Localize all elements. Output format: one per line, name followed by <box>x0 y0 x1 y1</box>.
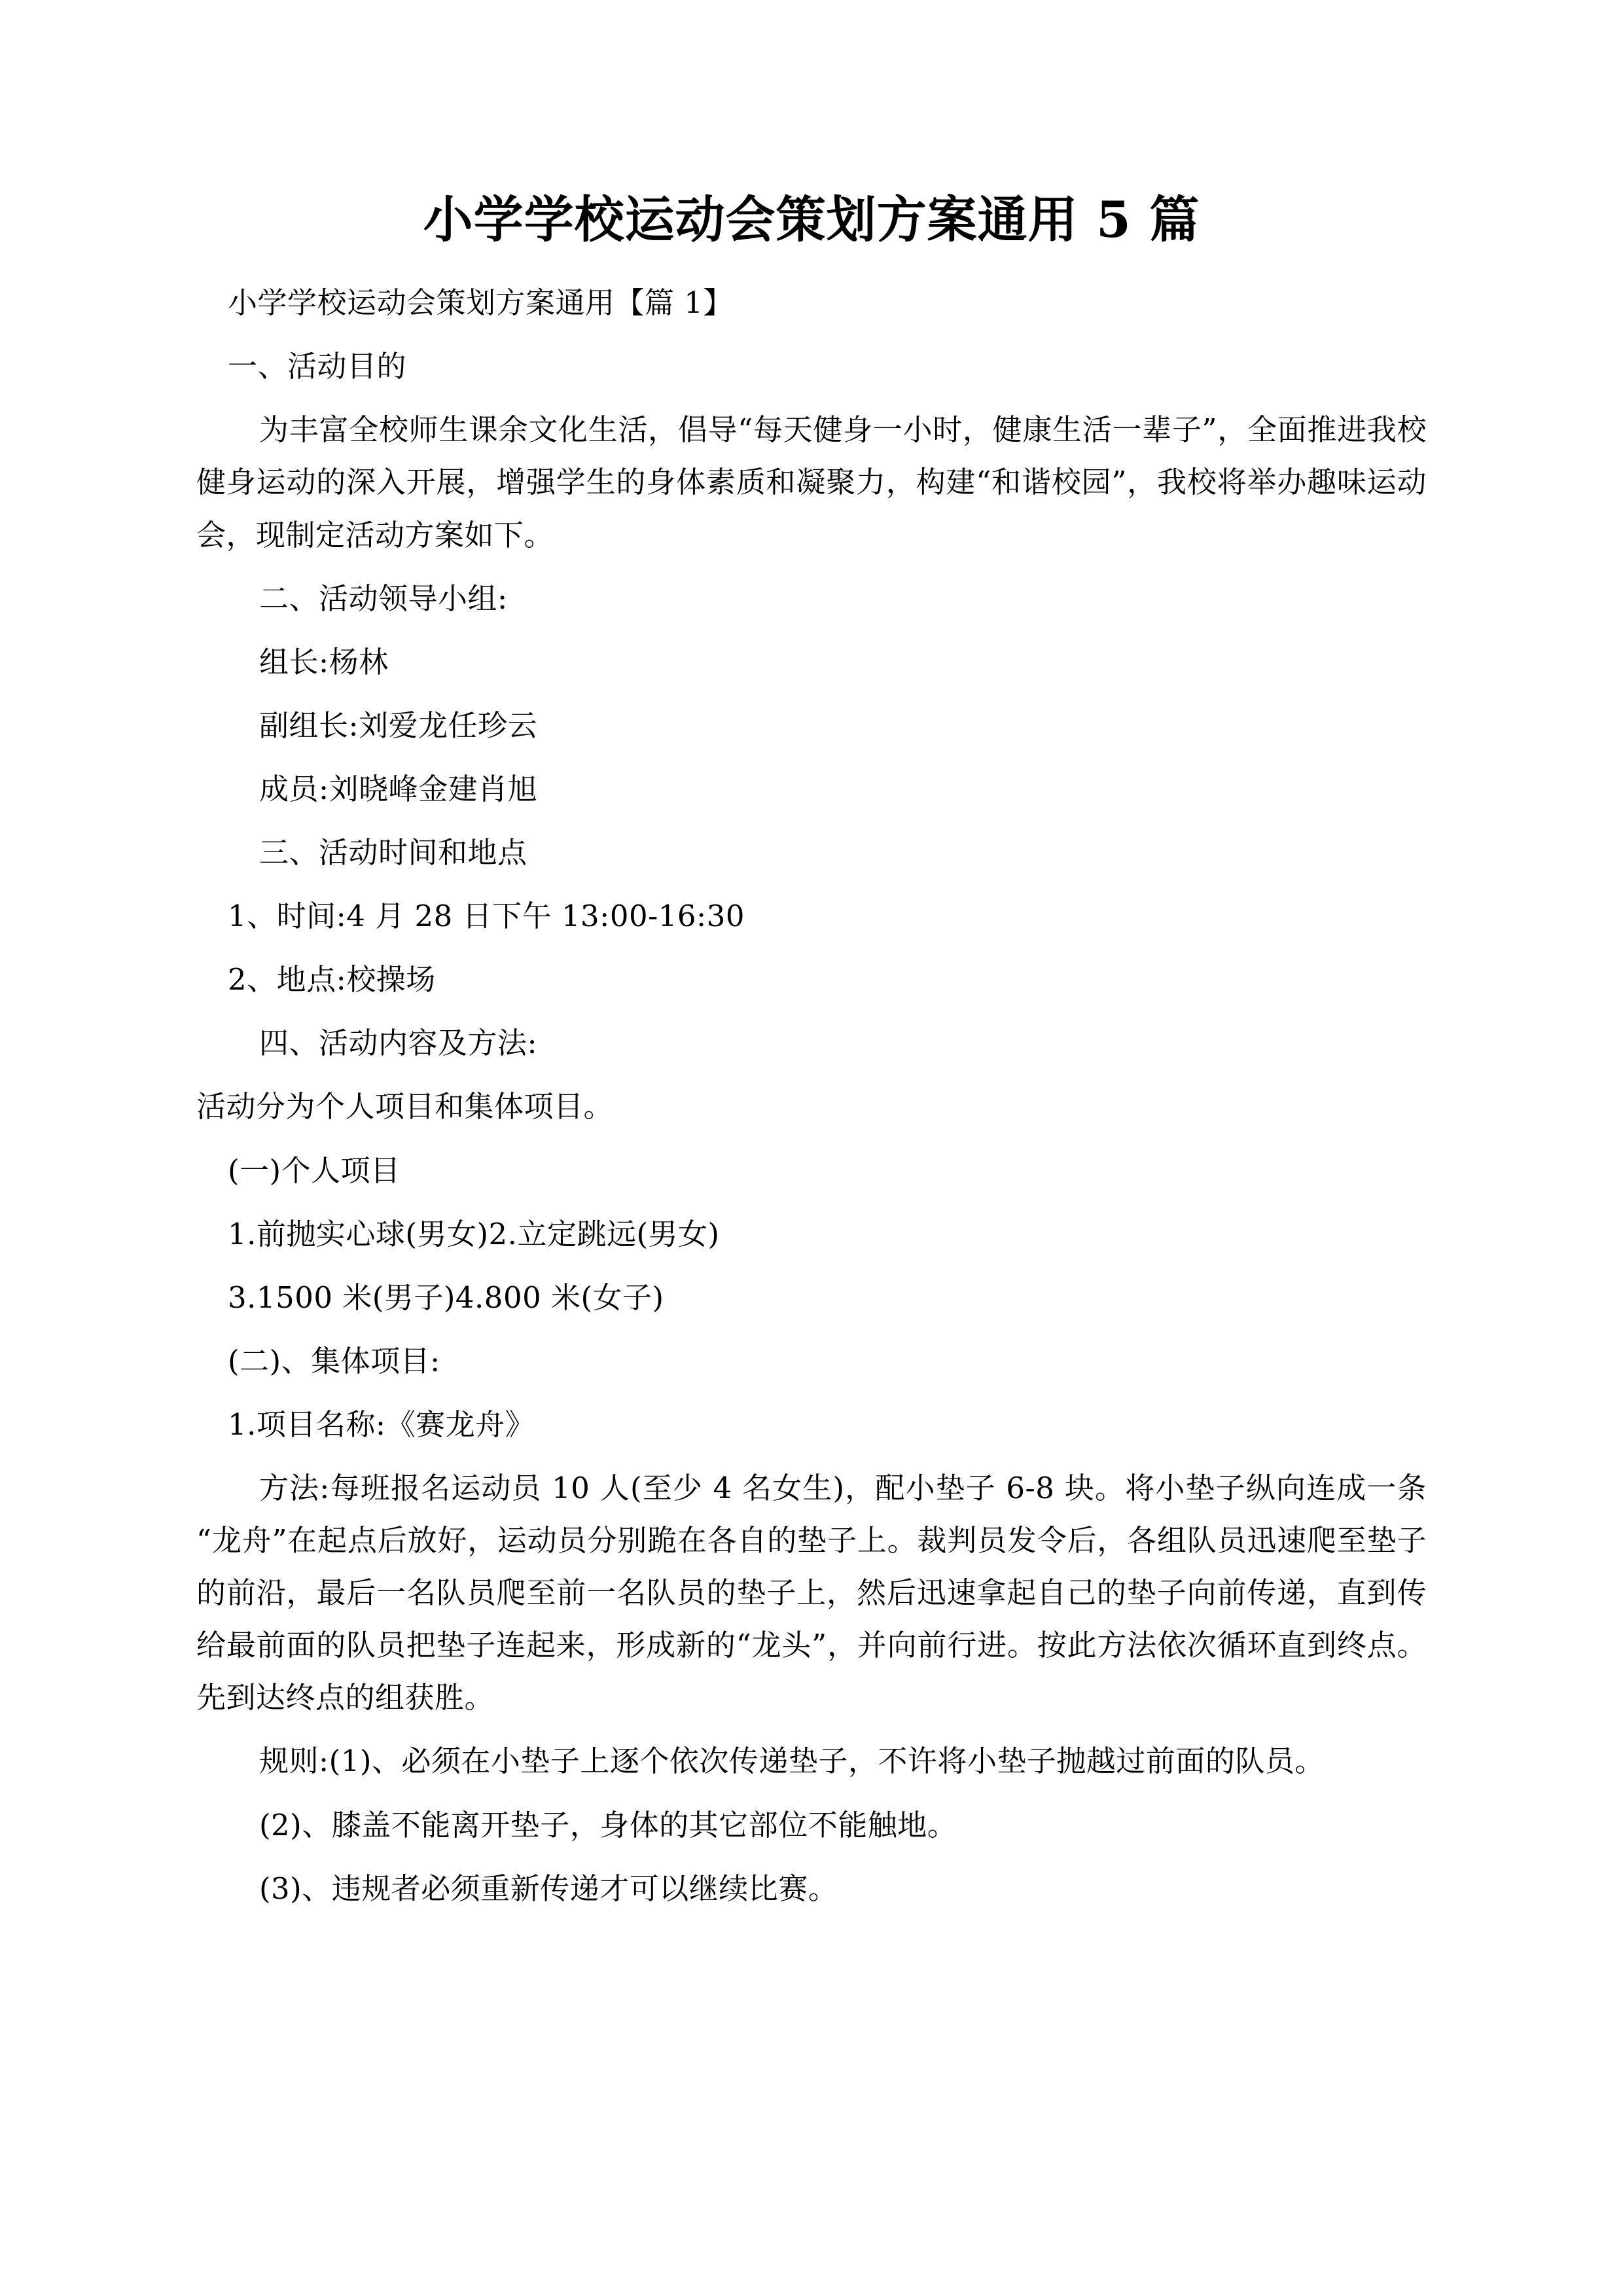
paragraph: 四、活动内容及方法: <box>259 1026 538 1061</box>
paragraph: 活动分为个人项目和集体项目。 <box>196 1089 614 1124</box>
page-title: 小学学校运动会策划方案通用 5 篇 <box>423 190 1200 249</box>
paragraph: 方法:每班报名运动员 10 人(至少 4 名女生)，配小垫子 6-8 块。将小垫子纵向连成一条“龙舟”在起点后放好，运动员分别跪在各自的垫子上。裁判员发令后，各组队员迅速爬至垫子的前沿，最后一名队员爬至前一名队员的垫子上，然后迅速拿起自己的垫子向前传递，直到传给最前面的队员把垫子连起来，形成新的“龙头”，并向前行进。按此方法依次循环直到终点。先到达终点的组获胜。 <box>196 1470 1427 1715</box>
paragraph: (2)、膝盖不能离开垫子，身体的其它部位不能触地。 <box>259 1807 957 1842</box>
paragraph: 1.前抛实心球(男女)2.立定跳远(男女) <box>228 1216 720 1251</box>
paragraph: 3.1500 米(男子)4.800 米(女子) <box>228 1280 664 1315</box>
paragraph: 2、地点:校操场 <box>228 962 436 997</box>
paragraph: (二)、集体项目: <box>228 1343 440 1378</box>
paragraph: 副组长:刘爱龙任珍云 <box>259 708 538 743</box>
paragraph: 1、时间:4 月 28 日下午 13:00-16:30 <box>228 899 745 934</box>
paragraph: 为丰富全校师生课余文化生活，倡导“每天健身一小时，健康生活一辈子”，全面推进我校健身运动的深入开展，增强学生的身体素质和凝聚力，构建“和谐校园”，我校将举办趣味运动会，现制定活动方案如下。 <box>196 412 1427 552</box>
paragraph: 二、活动领导小组: <box>259 581 508 616</box>
paragraph: 组长:杨林 <box>259 644 389 679</box>
paragraph: (一)个人项目 <box>228 1153 401 1188</box>
paragraph: 1.项目名称:《赛龙舟》 <box>228 1407 535 1442</box>
paragraph: 规则:(1)、必须在小垫子上逐个依次传递垫子，不许将小垫子抛越过前面的队员。 <box>259 1744 1325 1779</box>
document-body <box>196 277 1427 1915</box>
paragraph: 成员:刘晓峰金建肖旭 <box>259 771 538 806</box>
paragraph: (3)、违规者必须重新传递才可以继续比赛。 <box>259 1871 838 1906</box>
paragraph: 一、活动目的 <box>228 349 407 384</box>
paragraph: 小学学校运动会策划方案通用【篇 1】 <box>228 285 733 321</box>
paragraph: 三、活动时间和地点 <box>259 835 527 870</box>
